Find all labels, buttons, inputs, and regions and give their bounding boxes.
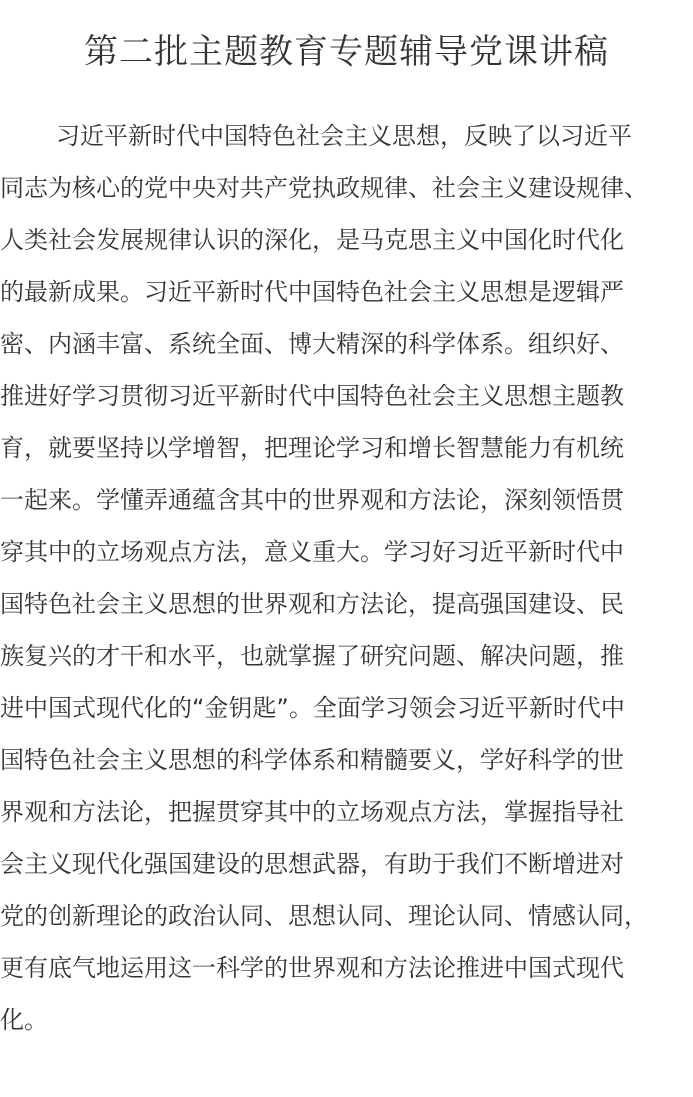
paragraph-line: 一起来。学懂弄通蕴含其中的世界观和方法论，深刻领悟贯 bbox=[0, 486, 624, 514]
paragraph-line: 族复兴的才干和水平，也就掌握了研究问题、解决问题，推 bbox=[0, 642, 624, 670]
paragraph-line: 会主义现代化强国建设的思想武器，有助于我们不断增进对 bbox=[0, 850, 624, 878]
paragraph-line: 推进好学习贯彻习近平新时代中国特色社会主义思想主题教 bbox=[0, 382, 624, 410]
paragraph-line: 国特色社会主义思想的科学体系和精髓要义，学好科学的世 bbox=[0, 746, 624, 774]
paragraph-line: 化。 bbox=[0, 1006, 48, 1034]
paragraph-line: 人类社会发展规律认识的深化，是马克思主义中国化时代化 bbox=[0, 226, 624, 254]
document-title: 第二批主题教育专题辅导党课讲稿 bbox=[84, 32, 609, 72]
paragraph-line: 的最新成果。习近平新时代中国特色社会主义思想是逻辑严 bbox=[0, 278, 624, 306]
paragraph-line: 密、内涵丰富、系统全面、博大精深的科学体系。组织好、 bbox=[0, 330, 624, 358]
paragraph-line: 同志为核心的党中央对共产党执政规律、社会主义建设规律、 bbox=[0, 174, 648, 202]
paragraph-line: 国特色社会主义思想的世界观和方法论，提高强国建设、民 bbox=[0, 590, 624, 618]
paragraph-line: 更有底气地运用这一科学的世界观和方法论推进中国式现代 bbox=[0, 954, 624, 982]
paragraph-line: 穿其中的立场观点方法，意义重大。学习好习近平新时代中 bbox=[0, 538, 624, 566]
paragraph-line: 习近平新时代中国特色社会主义思想，反映了以习近平 bbox=[56, 122, 632, 150]
paragraph-line: 育，就要坚持以学增智，把理论学习和增长智慧能力有机统 bbox=[0, 434, 624, 462]
body-paragraph bbox=[0, 110, 693, 1046]
paragraph-line: 进中国式现代化的“金钥匙”。全面学习领会习近平新时代中 bbox=[0, 694, 625, 722]
paragraph-line: 党的创新理论的政治认同、思想认同、理论认同、情感认同， bbox=[0, 902, 648, 930]
paragraph-line: 界观和方法论，把握贯穿其中的立场观点方法，掌握指导社 bbox=[0, 798, 624, 826]
